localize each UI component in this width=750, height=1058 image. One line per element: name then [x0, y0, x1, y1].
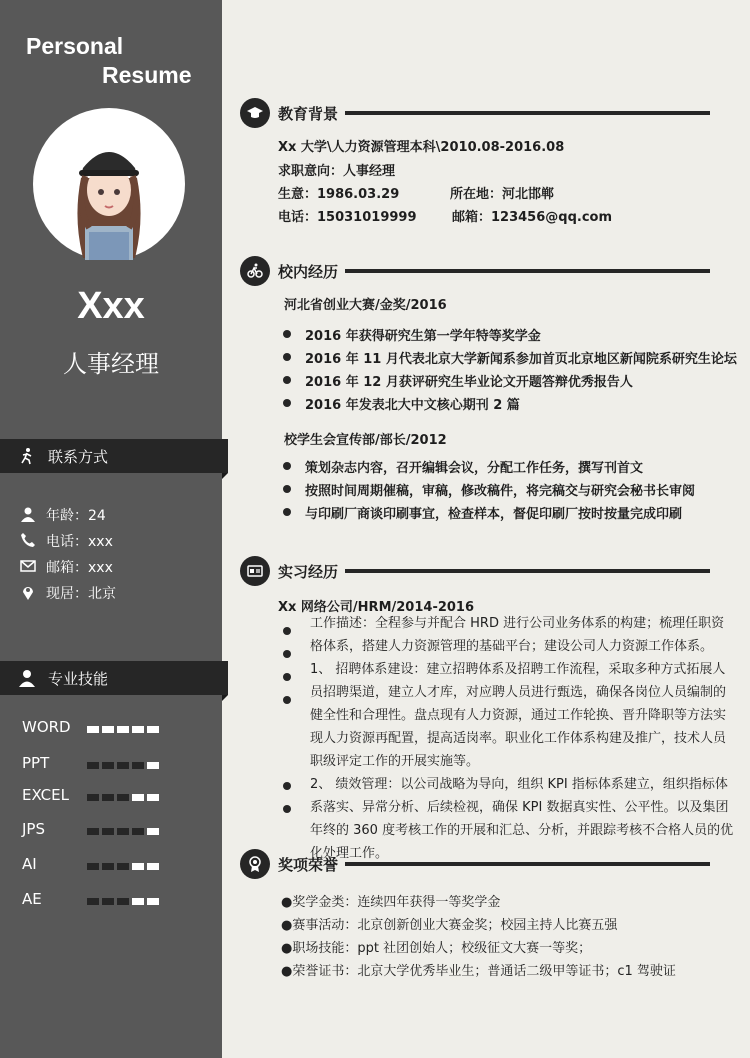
- user-skill-icon: [18, 669, 36, 687]
- skill-level-dot: [117, 898, 129, 905]
- id-card-icon: [247, 563, 263, 579]
- skill-level-dot: [147, 863, 159, 870]
- graduation-cap-icon: [247, 105, 263, 121]
- campus-item: 2016 年 12 月获评研究生毕业论文开题答辩优秀报告人: [305, 375, 633, 390]
- campus-group1-title: 河北省创业大赛/金奖/2016: [284, 298, 447, 313]
- bicycle-icon: [247, 263, 263, 279]
- skill-level-dot: [147, 794, 159, 801]
- education-phone: 电话：15031019999: [278, 210, 417, 225]
- internship-line: 2、 绩效管理：以公司战略为导向，组织 KPI 指标体系建立，组织指标体: [310, 777, 728, 792]
- bullet-dot: [283, 485, 291, 493]
- awards-section-header: [240, 848, 710, 880]
- profile-name: Xxx: [77, 285, 145, 327]
- internship-section-header: [240, 555, 710, 587]
- internship-line: 化处理工作。: [310, 846, 389, 861]
- skill-level-dot: [102, 762, 114, 769]
- medal-icon: [247, 856, 263, 872]
- title-personal: Personal: [26, 33, 124, 59]
- bullet-dot: [283, 462, 291, 470]
- contact-section-header: [0, 439, 228, 473]
- user-icon: [20, 506, 36, 522]
- bullet-dot: [283, 650, 291, 658]
- education-title: 教育背景: [278, 105, 339, 123]
- skill-level-dot: [132, 762, 144, 769]
- campus-item: 策划杂志内容，召开编辑会议，分配工作任务，撰写刊首文: [305, 461, 644, 476]
- skill-level-dot: [87, 794, 99, 801]
- skill-level-dot: [102, 828, 114, 835]
- campus-group2-title: 校学生会宣传部/部长/2012: [284, 433, 447, 448]
- phone-icon: [20, 532, 36, 548]
- internship-line: 现人力资源再配置，提高适岗率。职业化工作体系构建及推广，技术人员: [310, 731, 727, 746]
- profile-role: 人事经理: [63, 350, 159, 378]
- education-school: Xx 大学\人力资源管理本科\2010.08-2016.08: [278, 140, 565, 155]
- skill-level-dot: [102, 898, 114, 905]
- award-item: ●赛事活动：北京创新创业大赛金奖；校园主持人比赛五强: [281, 918, 618, 933]
- skill-level-dot: [132, 898, 144, 905]
- internship-company: Xx 网络公司/HRM/2014-2016: [278, 600, 475, 615]
- skill-level-dot: [117, 863, 129, 870]
- avatar: [33, 108, 185, 260]
- bullet-dot: [283, 696, 291, 704]
- campus-title: 校内经历: [278, 263, 339, 281]
- skill-level-dot: [132, 863, 144, 870]
- campus-item: 与印刷厂商谈印刷事宜，检查样本，督促印刷厂按时按量完成印刷: [305, 507, 683, 522]
- skill-level-dot: [87, 898, 99, 905]
- skills-section-label: 专业技能: [48, 670, 109, 688]
- skill-level-dot: [87, 726, 99, 733]
- skill-level-dot: [147, 762, 159, 769]
- skill-level-dot: [117, 726, 129, 733]
- skill-level-dot: [147, 726, 159, 733]
- internship-line: 员招聘渠道，建立人才库，对应聘人员进行甄选，确保各岗位人员编制的: [310, 685, 727, 700]
- bullet-dot: [283, 673, 291, 681]
- bullet-dot: [283, 376, 291, 384]
- skill-level-dot: [132, 726, 144, 733]
- bullet-dot: [283, 508, 291, 516]
- internship-line: 系落实、异常分析、后续检视，确保 KPI 数据真实性、公平性。以及集团: [310, 800, 729, 815]
- education-section-header: [240, 97, 710, 129]
- skill-level-dot: [117, 794, 129, 801]
- campus-item: 2016 年获得研究生第一学年特等奖学金: [305, 329, 541, 344]
- bullet-dot: [283, 627, 291, 635]
- skill-level-dot: [102, 863, 114, 870]
- skill-level-dot: [87, 863, 99, 870]
- education-intent: 求职意向：人事经理: [278, 164, 396, 179]
- internship-line: 职级评定工作的开展实施等。: [310, 754, 480, 769]
- contact-section-label: 联系方式: [48, 448, 109, 466]
- campus-item: 2016 年 11 月代表北京大学新闻系参加首页北京地区新闻院系研究生论坛: [305, 352, 737, 367]
- bullet-dot: [283, 805, 291, 813]
- award-item: ●荣誉证书：北京大学优秀毕业生；普通话二级甲等证书；c1 驾驶证: [281, 964, 676, 979]
- skill-level-dot: [132, 794, 144, 801]
- education-email: 邮箱：123456@qq.com: [452, 210, 613, 225]
- skills-section-header: [0, 661, 228, 695]
- sidebar: Personal Resume Xxx 人事经理 联系方式 年龄：24 电话：xxx 邮箱：xxx 现居：北京 专业技能 WORD PPT EXCEL JPS AI AE: [0, 0, 222, 1058]
- skill-level-dot: [132, 828, 144, 835]
- internship-line: 年终的 360 度考核工作的开展和汇总、分析，并跟踪考核不合格人员的优: [310, 823, 734, 838]
- skill-level-dot: [87, 762, 99, 769]
- skill-level-dot: [147, 898, 159, 905]
- internship-title: 实习经历: [278, 563, 339, 581]
- skill-level-dot: [87, 828, 99, 835]
- mail-icon: [20, 558, 36, 574]
- awards-title: 奖项荣誉: [278, 856, 339, 874]
- bullet-dot: [283, 353, 291, 361]
- internship-line: 格体系，搭建人力资源管理的基础平台；建设公司人力资源工作体系。: [310, 639, 714, 654]
- award-item: ●奖学金类：连续四年获得一等奖学金: [281, 895, 501, 910]
- internship-line: 健全性和合理性。盘点现有人力资源，通过工作轮换、晋升降职等方法实: [310, 708, 727, 723]
- location-icon: [20, 584, 36, 600]
- campus-item: 2016 年发表北大中文核心期刊 2 篇: [305, 398, 520, 413]
- internship-line: 工作描述：全程参与并配合 HRD 进行公司业务体系的构建；梳理任职资: [310, 616, 725, 631]
- education-birth: 生意：1986.03.29: [278, 187, 400, 202]
- skill-level-dot: [102, 794, 114, 801]
- internship-line: 1、 招聘体系建设：建立招聘体系及招聘工作流程，采取多种方式拓展人: [310, 662, 726, 677]
- skill-level-dot: [102, 726, 114, 733]
- title-resume: Resume: [102, 62, 192, 88]
- skill-level-dot: [147, 828, 159, 835]
- bullet-dot: [283, 399, 291, 407]
- walking-person-icon: [18, 447, 36, 465]
- award-item: ●职场技能：ppt 社团创始人；校级征文大赛一等奖；: [281, 941, 592, 956]
- campus-section-header: [240, 255, 710, 287]
- skill-level-dot: [117, 762, 129, 769]
- bullet-dot: [283, 782, 291, 790]
- skill-level-dot: [117, 828, 129, 835]
- campus-item: 按照时间周期催稿，审稿，修改稿件，将完稿交与研究会秘书长审阅: [305, 484, 696, 499]
- bullet-dot: [283, 330, 291, 338]
- education-location: 所在地：河北邯郸: [450, 187, 555, 202]
